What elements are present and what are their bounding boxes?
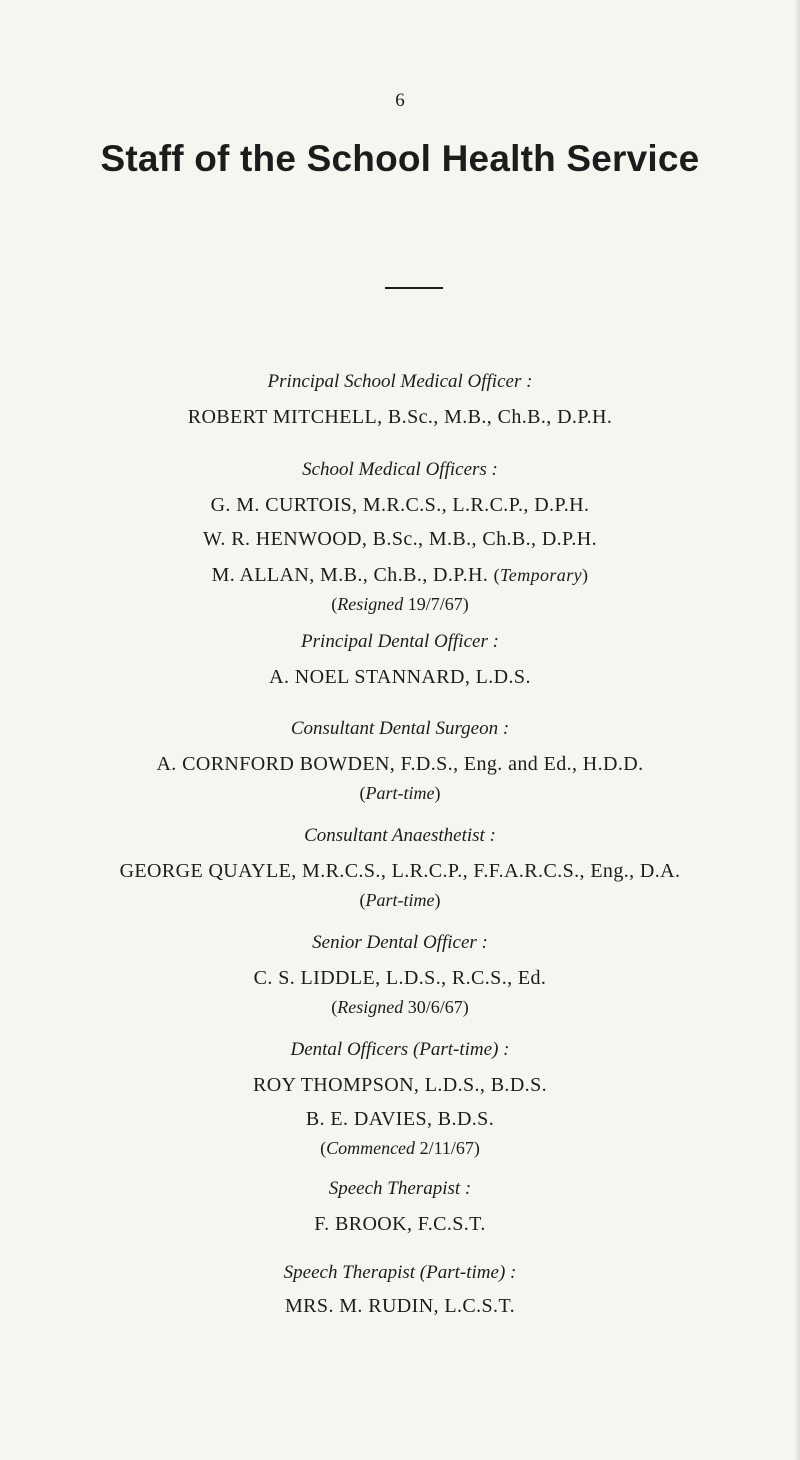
- staff-note: (Resigned 19/7/67): [331, 594, 469, 614]
- staff-note: (Resigned 30/6/67): [331, 997, 469, 1017]
- section-heading: Senior Dental Officer :: [312, 932, 488, 953]
- section-heading: Speech Therapist (Part-time) :: [283, 1262, 517, 1283]
- staff-status: (Temporary): [493, 565, 589, 585]
- section-principal-dental-officer: [0, 628, 800, 692]
- staff-note: (Commenced 2/11/67): [320, 1138, 480, 1158]
- staff-note: (Part-time): [359, 783, 441, 803]
- page-edge-shadow: [794, 0, 800, 1460]
- staff-name: ROBERT MITCHELL, B.Sc., M.B., Ch.B., D.P.H.: [187, 406, 613, 428]
- staff-name: ROY THOMPSON, L.D.S., B.D.S.: [252, 1074, 548, 1096]
- section-heading: Dental Officers (Part-time) :: [290, 1039, 510, 1060]
- section-consultant-anaesthetist: [0, 822, 800, 914]
- staff-name: A. NOEL STANNARD, L.D.S.: [269, 666, 531, 688]
- section-senior-dental-officer: [0, 929, 800, 1021]
- staff-name: M. ALLAN, M.B., Ch.B., D.P.H.: [211, 564, 489, 586]
- staff-name: C. S. LIDDLE, L.D.S., R.C.S., Ed.: [253, 967, 547, 989]
- section-school-medical-officers: [0, 456, 800, 618]
- staff-name: GEORGE QUAYLE, M.R.C.S., L.R.C.P., F.F.A.R.C.S., Eng., D.A.: [119, 860, 681, 882]
- section-heading: Speech Therapist :: [328, 1178, 472, 1199]
- staff-name: F. BROOK, F.C.S.T.: [314, 1213, 486, 1235]
- staff-name: B. E. DAVIES, B.D.S.: [305, 1108, 495, 1130]
- staff-note: (Part-time): [359, 890, 441, 910]
- staff-name: A. CORNFORD BOWDEN, F.D.S., Eng. and Ed., H.D.D.: [156, 753, 644, 775]
- page-title: Staff of the School Health Service: [100, 138, 700, 179]
- section-speech-therapist-part-time: [0, 1259, 800, 1321]
- staff-name: W. R. HENWOOD, B.Sc., M.B., Ch.B., D.P.H.: [202, 528, 598, 550]
- section-dental-officers: [0, 1036, 800, 1162]
- section-heading: Consultant Dental Surgeon :: [290, 718, 510, 739]
- section-consultant-dental-surgeon: [0, 715, 800, 807]
- title-divider: [385, 287, 443, 289]
- section-heading: Principal School Medical Officer :: [267, 371, 533, 392]
- section-heading: Consultant Anaesthetist :: [304, 825, 496, 846]
- section-heading: School Medical Officers :: [302, 459, 498, 480]
- staff-name: G. M. CURTOIS, M.R.C.S., L.R.C.P., D.P.H.: [210, 494, 590, 516]
- section-principal-school-medical-officer: [0, 368, 800, 432]
- section-speech-therapist: [0, 1175, 800, 1239]
- staff-name-with-status: [0, 560, 800, 590]
- staff-name: MRS. M. RUDIN, L.C.S.T.: [285, 1295, 515, 1317]
- page-number: 6: [395, 90, 405, 111]
- section-heading: Principal Dental Officer :: [301, 631, 499, 652]
